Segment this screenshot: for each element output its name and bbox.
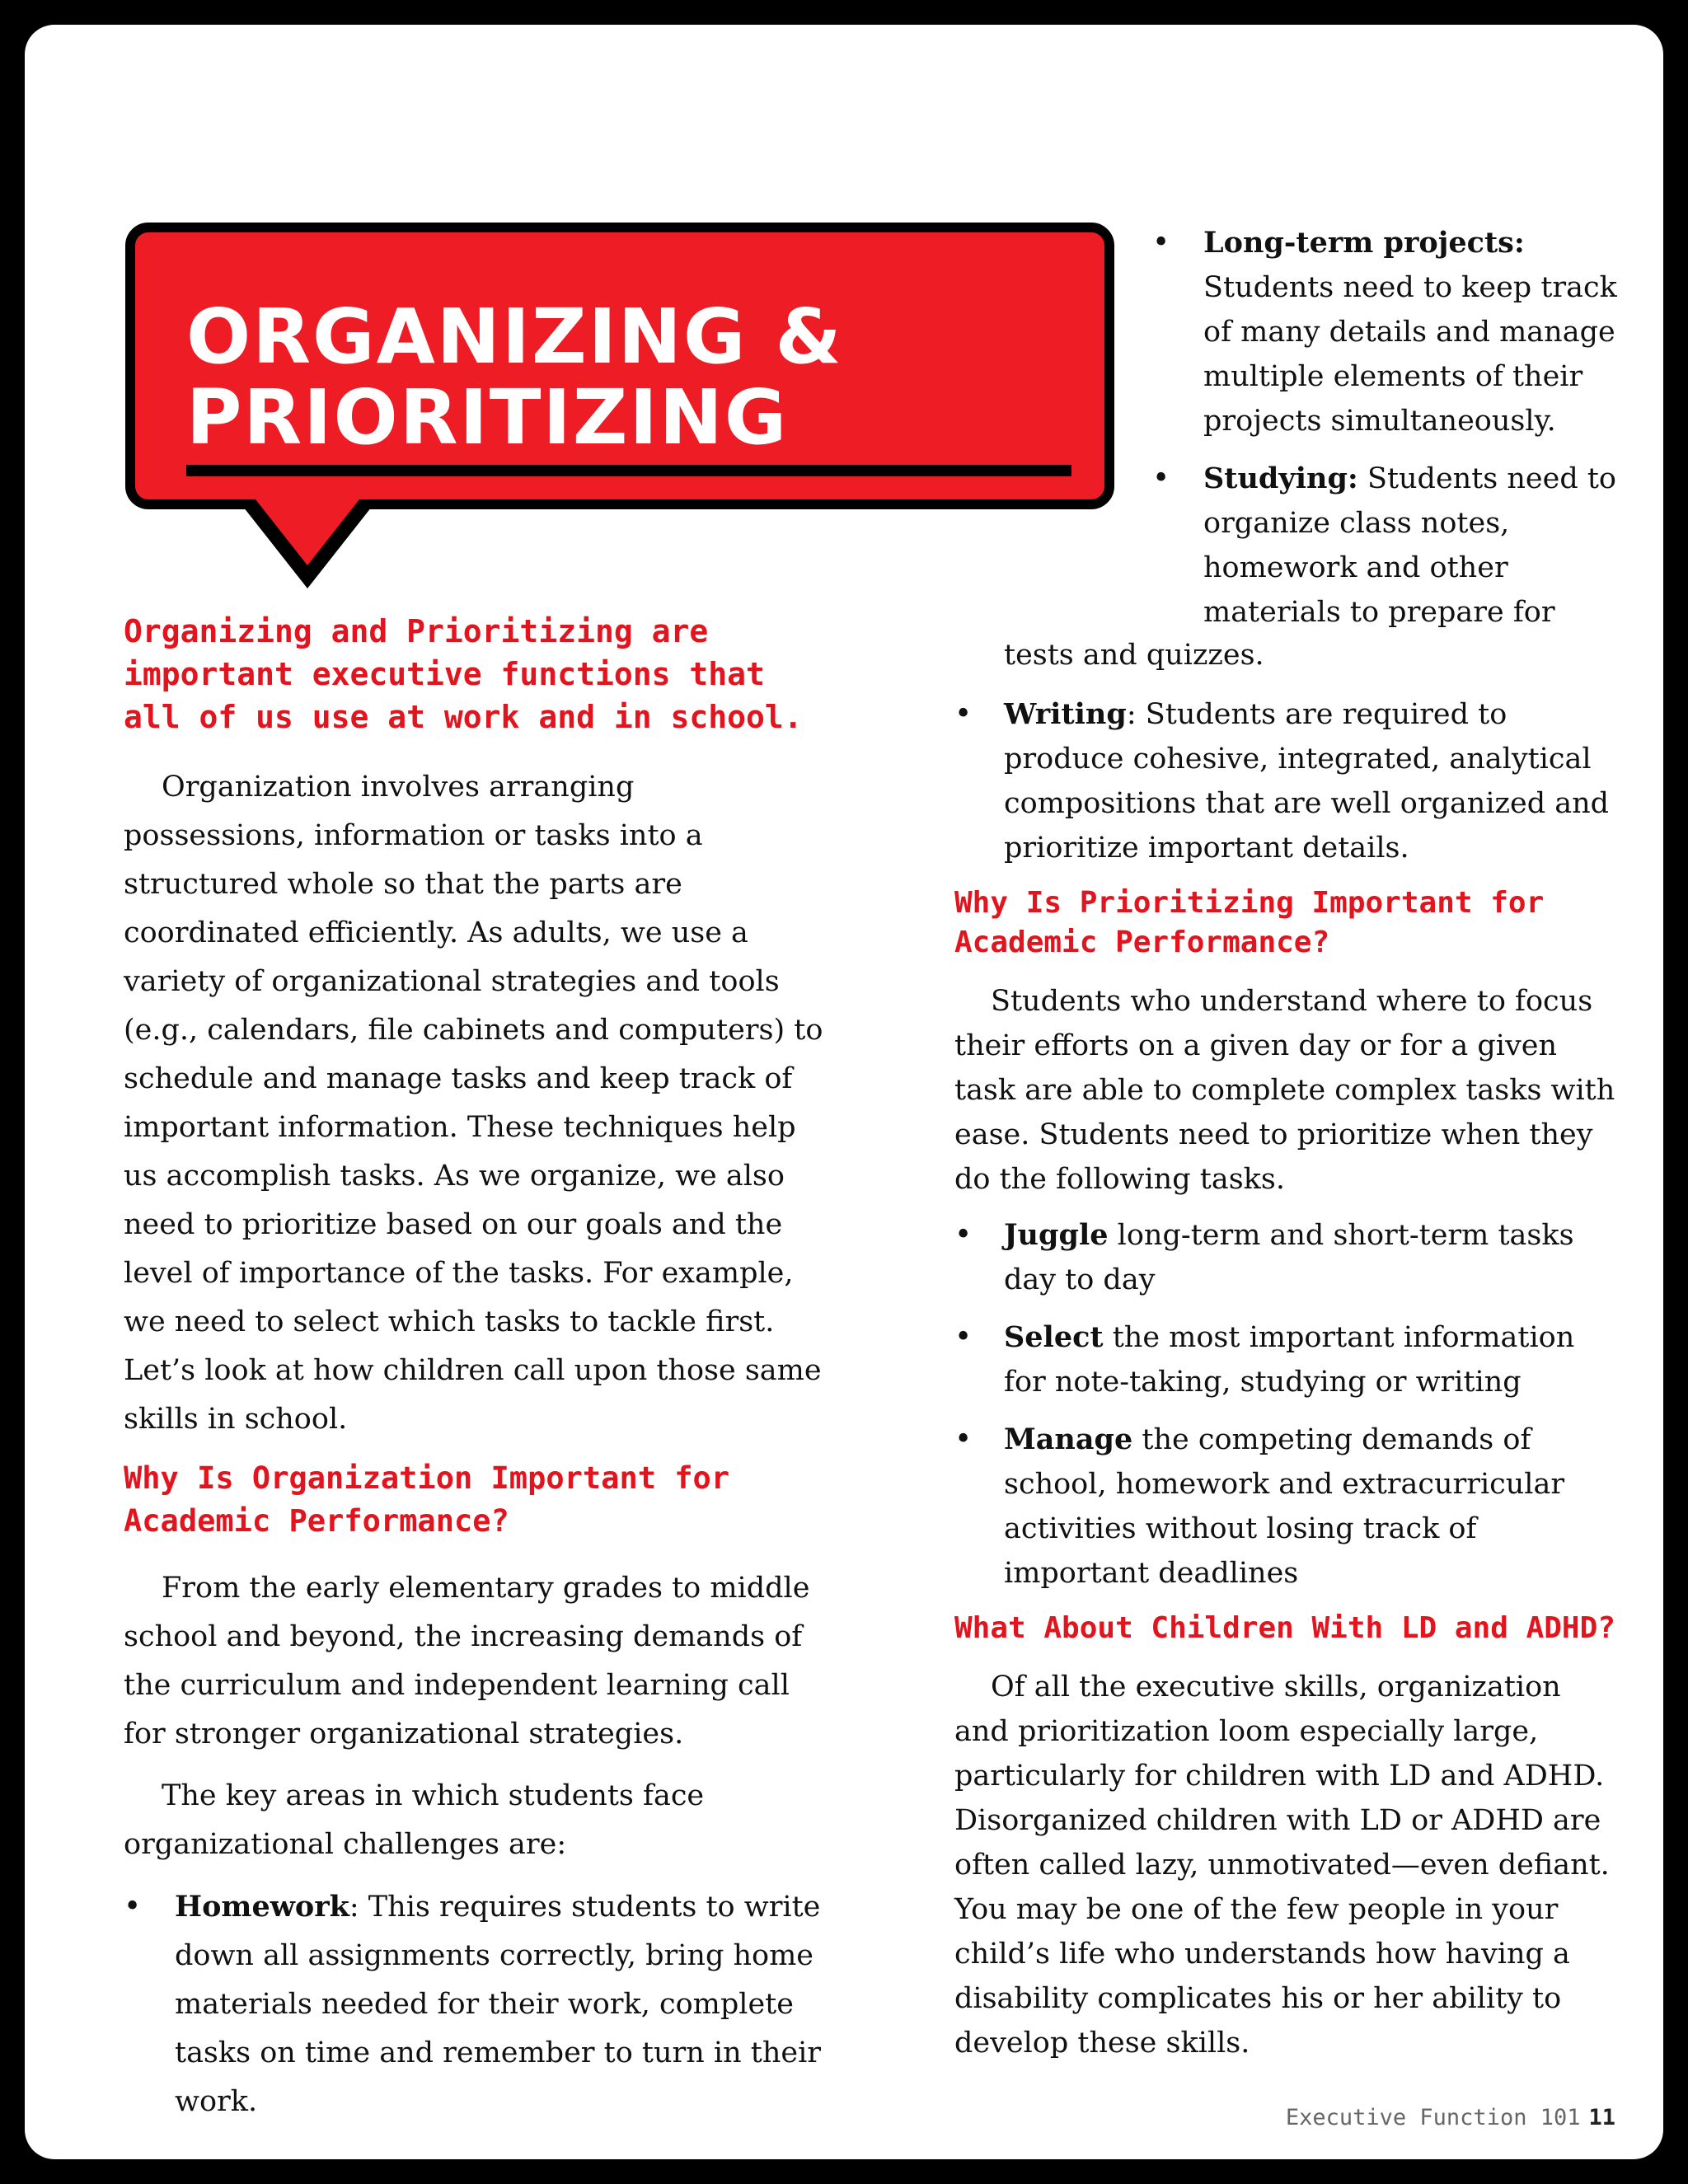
heading-prioritizing: Why Is Prioritizing Important for Academic Performance?	[954, 886, 1545, 959]
page-footer	[1286, 2105, 1615, 2130]
list-item-text: Students need to organize class notes, homework and other materials to prepare for	[1203, 462, 1616, 629]
list-item	[954, 1213, 1622, 1302]
writing-list	[954, 692, 1622, 870]
heading-ld-adhd: What About Children With LD and ADHD?	[954, 1611, 1615, 1645]
list-item	[954, 457, 1622, 635]
document-page	[25, 25, 1663, 2159]
list-item	[954, 1315, 1622, 1404]
right-column	[954, 221, 1622, 2077]
list-item-text: the most important information for note-taking, studying or writing	[1004, 1321, 1575, 1399]
page-title: ORGANIZING & PRIORITIZING	[186, 293, 843, 462]
list-item-text: Students need to keep track of many details and manage multiple elements of their projects simultaneously.	[1203, 271, 1617, 438]
list-item-continuation: tests and quizzes.	[1004, 639, 1264, 672]
list-item-term: Studying:	[1203, 462, 1358, 495]
list-item-term: Long-term projects:	[1203, 226, 1525, 260]
page-number: 11	[1588, 2105, 1615, 2130]
list-item-text: long-term and short-term tasks day to day	[1004, 1219, 1574, 1296]
lead-statement: Organizing and Prioritizing are important executive functions that all of us use at work and in school.	[124, 613, 803, 735]
speech-bubble-tail-icon	[237, 499, 377, 592]
list-item-text: the competing demands of school, homework and extracurricular activities without losing track of important deadlines	[1004, 1423, 1565, 1590]
prioritizing-list	[954, 1213, 1622, 1596]
key-areas-list-continued	[954, 221, 1622, 635]
list-item-term: Select	[1004, 1320, 1104, 1354]
key-areas-paragraph: The key areas in which students face organizational challenges are:	[124, 1779, 705, 1861]
intro-paragraph: Organization involves arranging possessions, information or tasks into a structured whole so that the parts are coordinated efficiently. As adults, we use a variety of organizational strategies and tools (e.g., calendars, file cabinets and computers) to schedule and manage tasks and keep track of important information. These techniques help us accomplish tasks. As we organize, we also need to prioritize based on our goals and the level of importance of the tasks. For example, we need to select which tasks to tackle first. Let’s look at how children call upon those same skills in school.	[124, 771, 823, 1436]
ld-adhd-paragraph: Of all the executive skills, organization and prioritization loom especially large, particularly for children with LD and ADHD. Disorganized children with LD or ADHD are often called lazy, unmotivated—even defiant. You may be one of the few people in your child’s life who understands how having a disability complicates his or her ability to develop these skills.	[954, 1671, 1610, 2060]
organization-paragraph: From the early elementary grades to middle school and beyond, the increasing demands of the curriculum and independent learning call for stronger organizational strategies.	[124, 1572, 810, 1750]
list-item	[954, 692, 1622, 870]
list-item	[954, 1418, 1622, 1596]
list-item-term: Writing	[1004, 697, 1127, 731]
heading-organization: Why Is Organization Important for Academic Performance?	[124, 1460, 730, 1539]
list-item-term: Manage	[1004, 1422, 1133, 1456]
title-underline	[186, 465, 1071, 476]
list-item	[124, 1882, 824, 2126]
list-item-term: Juggle	[1004, 1218, 1109, 1252]
list-item-text: : This requires students to write down all assignments correctly, bring home materials needed for their work, complete tasks on time and remember to turn in their work.	[175, 1891, 822, 2118]
key-areas-list	[124, 1882, 824, 2126]
list-item-term: Homework	[175, 1890, 349, 1924]
list-item	[954, 221, 1622, 443]
list-item-text: : Students are required to produce cohesive, integrated, analytical compositions that are well organized and prioritize important details.	[1004, 698, 1610, 865]
prioritizing-paragraph: Students who understand where to focus their efforts on a given day or for a given task are able to complete complex tasks with ease. Students need to prioritize when they do the following tasks.	[954, 985, 1615, 1196]
footer-label: Executive Function 101	[1285, 2105, 1581, 2130]
left-column	[124, 610, 824, 2139]
